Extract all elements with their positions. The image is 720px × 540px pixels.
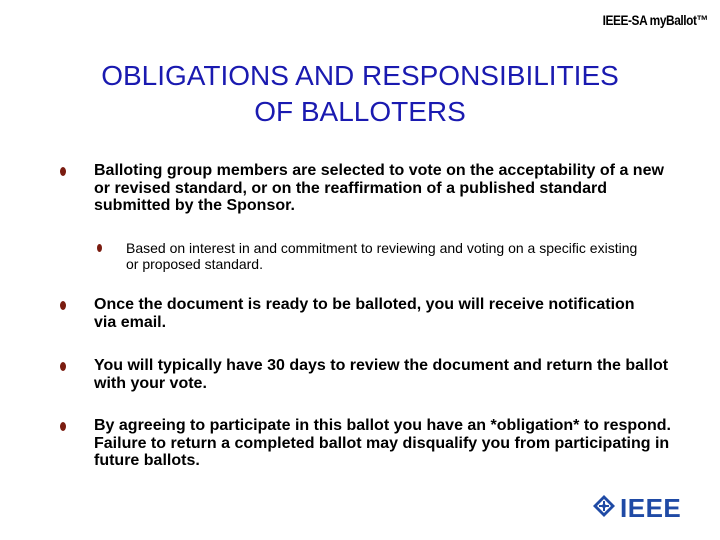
bullet-text: Once the document is ready to be balloted, you will receive notification via email.	[94, 296, 635, 331]
bullet-text: You will typically have 30 days to review the document and return the ballot with your vote.	[94, 357, 669, 392]
title-line-1: OBLIGATIONS AND RESPONSIBILITIES	[101, 60, 619, 91]
brand-label: IEEE-SA myBallot™	[602, 12, 708, 28]
bullet-item	[94, 357, 679, 392]
sub-bullet-text: Based on interest in and commitment to reviewing and voting on a specific existing or proposed standard.	[126, 240, 638, 272]
sub-bullet-dot-icon	[97, 244, 102, 252]
bullet-dot-icon	[60, 167, 66, 176]
ieee-diamond-icon	[592, 494, 616, 523]
bullet-text: Balloting group members are selected to vote on the acceptability of a new or revised standard, or on the reaffirmation of a published standard submitted by the Sponsor.	[94, 162, 664, 214]
bullet-item	[94, 162, 679, 215]
bullet-dot-icon	[60, 362, 66, 371]
bullet-dot-icon	[60, 301, 66, 310]
bullet-item	[94, 417, 684, 470]
title-line-2: OF BALLOTERS	[254, 96, 466, 127]
bullet-item	[94, 296, 654, 331]
bullet-text: By agreeing to participate in this ballot you have an *obligation* to respond. Failure to return a completed ballot may disqualify you from participating in future ballots.	[94, 417, 671, 469]
ieee-logo	[592, 494, 681, 522]
bullet-dot-icon	[60, 422, 66, 431]
logo-text: IEEE	[620, 492, 682, 523]
sub-bullet-item	[126, 240, 646, 272]
